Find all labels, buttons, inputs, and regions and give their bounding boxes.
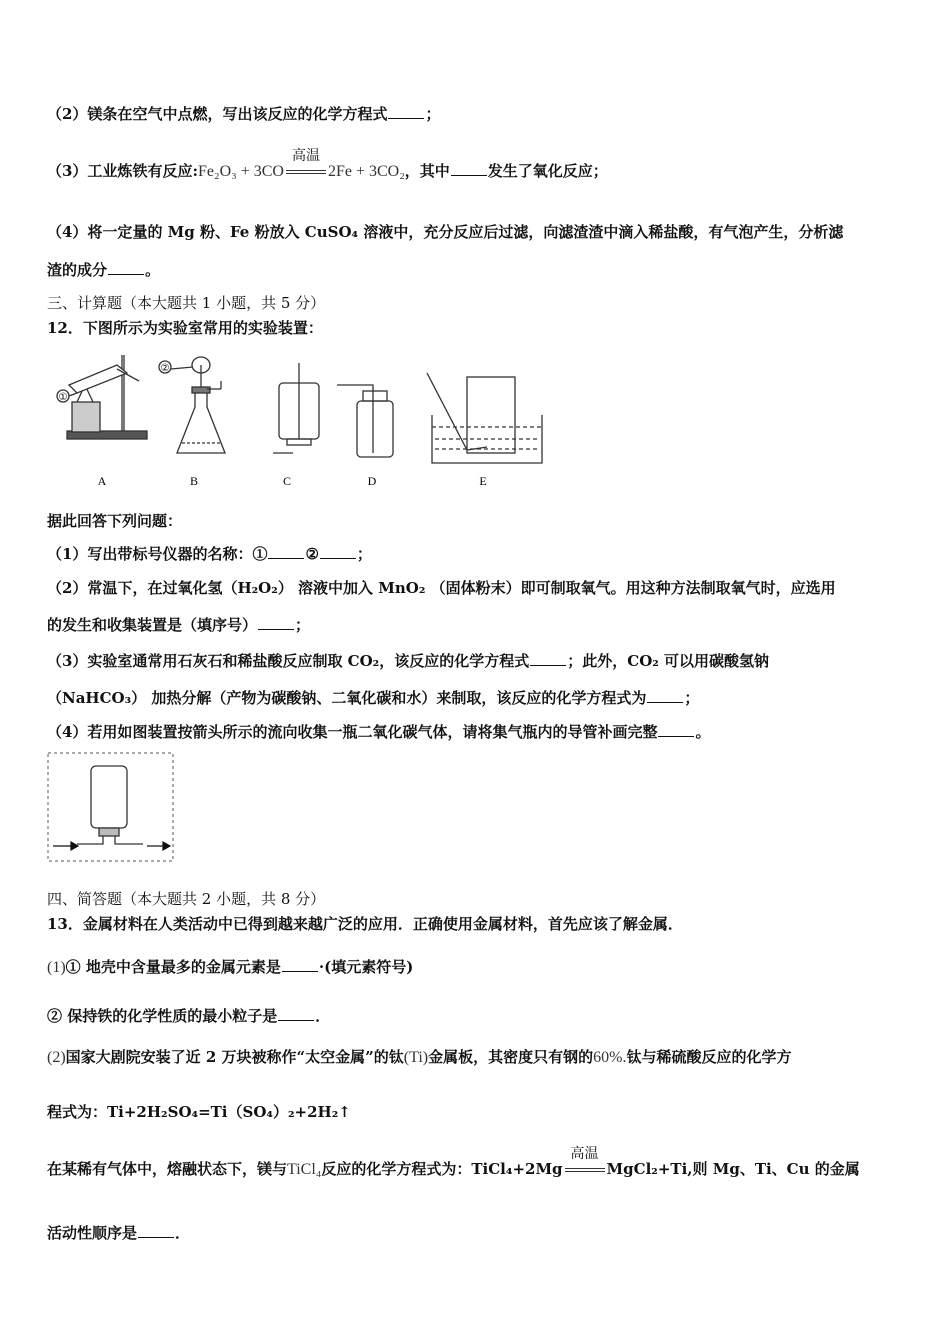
answer-blank[interactable] (320, 546, 356, 559)
q12-part1-end: ； (356, 545, 372, 563)
q11-part2 (47, 103, 440, 124)
q13-part1a-text: ① 地壳中含量最多的金属元素是 (65, 958, 281, 976)
q13-part2-text-c: 钛与稀硫酸反应的化学方 (626, 1048, 792, 1066)
q11-part4-end: 。 (145, 261, 161, 279)
q13-part4-text: 活动性顺序是 (47, 1224, 138, 1242)
q11-part3-prefix: （3）工业炼铁有反应: (47, 162, 198, 180)
q12-part2-text: （2）常温下，在过氧化氢（H₂O₂） 溶液中加入 MnO₂ （固体粉末）即可制取氧气。用这种方法制取氧气时，应选用 (47, 579, 836, 597)
titanium-equation: 程式为：Ti+2H₂SO₄=Ti（SO₄）₂+2H₂↑ (47, 1103, 351, 1121)
q12-part3-line1 (47, 650, 769, 671)
q13-part2-line1 (47, 1046, 791, 1067)
answer-blank[interactable] (647, 690, 683, 703)
condition-label: 高温 (291, 148, 320, 164)
q11-part3 (47, 148, 608, 181)
answer-blank[interactable] (530, 653, 566, 666)
formula-reactants: Fe₂O₃ + 3CO (197, 163, 284, 180)
answer-blank[interactable] (388, 106, 424, 119)
label-e: E (479, 474, 487, 488)
q11-part3-end: 发生了氧化反应； (487, 162, 608, 180)
q12-part2-line1 (47, 577, 836, 598)
q12-stem (47, 317, 323, 338)
q13-part3-prefix: 在某稀有气体中，熔融状态下，镁与 (47, 1160, 288, 1178)
reaction-condition (284, 148, 328, 180)
answer-blank[interactable] (278, 1008, 314, 1021)
q12-stem-text: 12．下图所示为实验室常用的实验装置： (47, 319, 323, 337)
q12-part3-line2 (47, 687, 699, 708)
answer-blank[interactable] (258, 617, 294, 630)
answer-blank[interactable] (268, 546, 304, 559)
q12-part3-text: （3）实验室通常用石灰石和稀盐酸反应制取 CO₂，该反应的化学方程式 (47, 652, 530, 670)
ticl4-formula: TiCl₄ (287, 1161, 322, 1178)
q13-part1b (47, 1005, 330, 1026)
q11-part4-line2 (47, 259, 160, 280)
q13-part3-mid: 反应的化学方程式为：TiCl₄+2Mg (321, 1160, 563, 1178)
q12-part4 (47, 721, 710, 742)
gas-collection-figure (47, 752, 175, 864)
section-3-heading (47, 292, 325, 313)
density-percent: 60%. (593, 1049, 627, 1066)
titanium-symbol: (Ti) (403, 1049, 429, 1066)
q11-part4-line1 (47, 221, 843, 242)
q13-stem (47, 913, 683, 934)
reaction-condition-2 (563, 1146, 607, 1178)
q12-part4-end: 。 (695, 723, 711, 741)
answer-blank[interactable] (138, 1225, 174, 1238)
q11-part4-text2: 渣的成分 (47, 261, 108, 279)
q12-part2-text2: 的发生和收集装置是（填序号） (47, 616, 258, 634)
q12-part4-text: （4）若用如图装置按箭头所示的流向收集一瓶二氧化碳气体，请将集气瓶内的导管补画完整 (47, 723, 658, 741)
condition-label-2: 高温 (570, 1146, 599, 1162)
label-c: C (282, 474, 292, 488)
q13-part2-text-a: 国家大剧院安装了近 2 万块被称作“太空金属”的钛 (65, 1048, 404, 1066)
q12-part3-end: ； (684, 689, 700, 707)
q13-part1b-text: ② 保持铁的化学性质的最小粒子是 (47, 1007, 278, 1025)
q13-part2-line2 (47, 1101, 351, 1122)
q13-part4-end: ． (175, 1224, 191, 1242)
q13-part1b-end: ． (315, 1007, 331, 1025)
label-a: A (97, 474, 107, 488)
q11-part4-text: （4）将一定量的 Mg 粉、Fe 粉放入 CuSO₄ 溶液中，充分反应后过滤，向滤渣渣中滴入稀盐酸，有气泡产生，分析滤 (47, 223, 844, 241)
marker-1: ① (58, 392, 68, 403)
formula-products: 2Fe + 3CO₂ (327, 163, 405, 180)
q12-prompt (47, 510, 182, 531)
q13-stem-text: 13．金属材料在人类活动中已得到越来越广泛的应用．正确使用金属材料，首先应该了解金属． (47, 915, 683, 933)
q11-part3-mid: ，其中 (404, 162, 450, 180)
q13-part2-number: (2) (47, 1049, 66, 1066)
q13-part1a (47, 956, 413, 977)
q12-part1-text: （1）写出带标号仪器的名称：① (47, 545, 268, 563)
q13-part1-number: (1) (47, 959, 66, 976)
q12-part3-text-post: ；此外，CO₂ 可以用碳酸氢钠 (567, 652, 770, 670)
q13-part4 (47, 1222, 190, 1243)
q12-part1-mid: ② (305, 545, 319, 563)
label-d: D (367, 474, 377, 488)
q13-part3 (47, 1146, 860, 1179)
answer-blank[interactable] (451, 163, 487, 176)
q13-part1a-post: ·(填元素符号) (318, 958, 414, 976)
q12-part1 (47, 543, 372, 564)
marker-2: ② (160, 363, 170, 374)
q11-part2-text: （2）镁条在空气中点燃，写出该反应的化学方程式 (47, 105, 388, 123)
q11-part2-end: ； (425, 105, 441, 123)
section-3-heading-text: 三、计算题（本大题共 1 小题，共 5 分） (47, 294, 326, 312)
apparatus-figure (47, 345, 557, 495)
answer-blank[interactable] (282, 959, 318, 972)
section-4-heading-text: 四、简答题（本大题共 2 小题，共 8 分） (47, 890, 326, 908)
q12-part2-end: ； (295, 616, 311, 634)
answer-blank[interactable] (108, 262, 144, 275)
q12-prompt-text: 据此回答下列问题： (47, 512, 183, 530)
q12-part3-text2: （NaHCO₃） 加热分解（产物为碳酸钠、二氧化碳和水）来制取，该反应的化学方程式为 (47, 689, 647, 707)
label-b: B (189, 474, 199, 488)
answer-blank[interactable] (658, 724, 694, 737)
q12-part2-line2 (47, 614, 310, 635)
q13-part3-products: MgCl₂+Ti, (606, 1160, 693, 1178)
section-4-heading (47, 888, 325, 909)
q13-part3-post: 则 Mg、Ti、Cu 的金属 (692, 1160, 860, 1178)
q13-part2-text-b: 金属板，其密度只有钢的 (428, 1048, 594, 1066)
